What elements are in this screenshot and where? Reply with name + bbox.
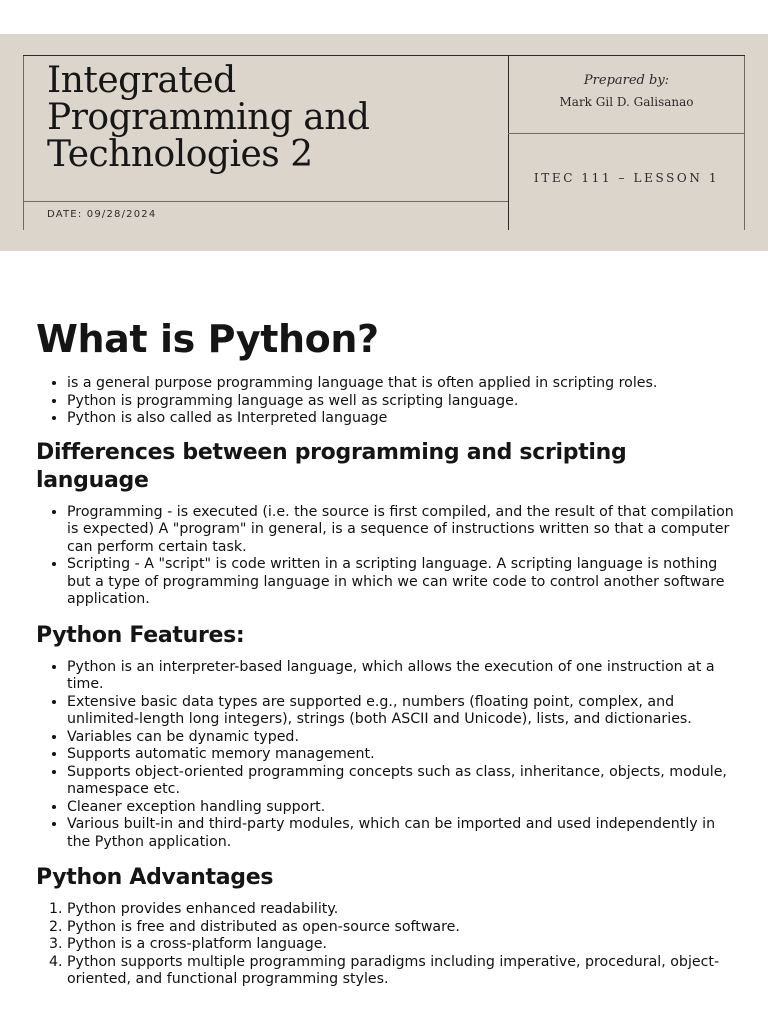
frame-top-line bbox=[23, 55, 745, 56]
list-item: • Extensive basic data types are supported e.g., numbers (floating point, complex, and unlimited-length long integers), strings (both ASCII and Unicode), lists, and dictionaries. bbox=[67, 694, 736, 729]
list-item: 4. Python supports multiple programming paradigms including imperative, procedural, object-oriented, and functional programming styles. bbox=[67, 954, 736, 989]
advantages-list bbox=[36, 901, 736, 989]
list-item: • Python is an interpreter-based language, which allows the execution of one instruction at a time. bbox=[67, 659, 736, 694]
date-label: DATE: 09/28/2024 bbox=[47, 209, 157, 220]
list-item: 3. Python is a cross-platform language. bbox=[67, 936, 736, 954]
frame-left-line bbox=[23, 56, 24, 230]
section-title-features: Python Features: bbox=[36, 622, 245, 648]
differences-list bbox=[36, 504, 736, 609]
intro-list bbox=[36, 375, 736, 428]
prepared-by-label: Prepared by: bbox=[583, 73, 670, 88]
features-list bbox=[36, 659, 736, 852]
list-item: • Python is programming language as well as scripting language. bbox=[67, 393, 736, 411]
section-title-differences: Differences between programming and scripting language bbox=[36, 439, 627, 493]
list-item: • Supports object-oriented programming concepts such as class, inheritance, objects, module, namespace etc. bbox=[67, 764, 736, 799]
author-name: Mark Gil D. Galisanao bbox=[559, 95, 694, 109]
course-title bbox=[47, 62, 497, 173]
list-item: 1. Python provides enhanced readability. bbox=[67, 901, 736, 919]
list-item: • Supports automatic memory management. bbox=[67, 746, 736, 764]
list-item: • Various built-in and third-party modules, which can be imported and used independently in the Python application. bbox=[67, 816, 736, 851]
lesson-label: ITEC 111 – LESSON 1 bbox=[533, 171, 720, 185]
section-title-advantages: Python Advantages bbox=[36, 865, 274, 890]
list-item: • Cleaner exception handling support. bbox=[67, 799, 736, 817]
list-item: • Variables can be dynamic typed. bbox=[67, 729, 736, 747]
course-title-line: Integrated bbox=[47, 60, 236, 101]
author-underline bbox=[508, 133, 745, 134]
list-item: • Programming - is executed (i.e. the source is first compiled, and the result of that compilation is expected) A "program" in general, is a sequence of instructions written so that a computer can perform certain task. bbox=[67, 504, 736, 557]
section-title-intro: What is Python? bbox=[36, 317, 379, 361]
course-title-line: Programming and bbox=[47, 97, 370, 138]
list-item: 2. Python is free and distributed as open-source software. bbox=[67, 919, 736, 937]
title-underline bbox=[23, 201, 508, 202]
list-item: • Python is also called as Interpreted language bbox=[67, 410, 736, 428]
list-item: • Scripting - A "script" is code written in a scripting language. A scripting language is nothing but a type of programming language in which we can write code to control another software application. bbox=[67, 556, 736, 609]
lesson-content bbox=[36, 316, 736, 1003]
course-title-line: Technologies 2 bbox=[47, 134, 313, 175]
list-item: • is a general purpose programming language that is often applied in scripting roles. bbox=[67, 375, 736, 393]
